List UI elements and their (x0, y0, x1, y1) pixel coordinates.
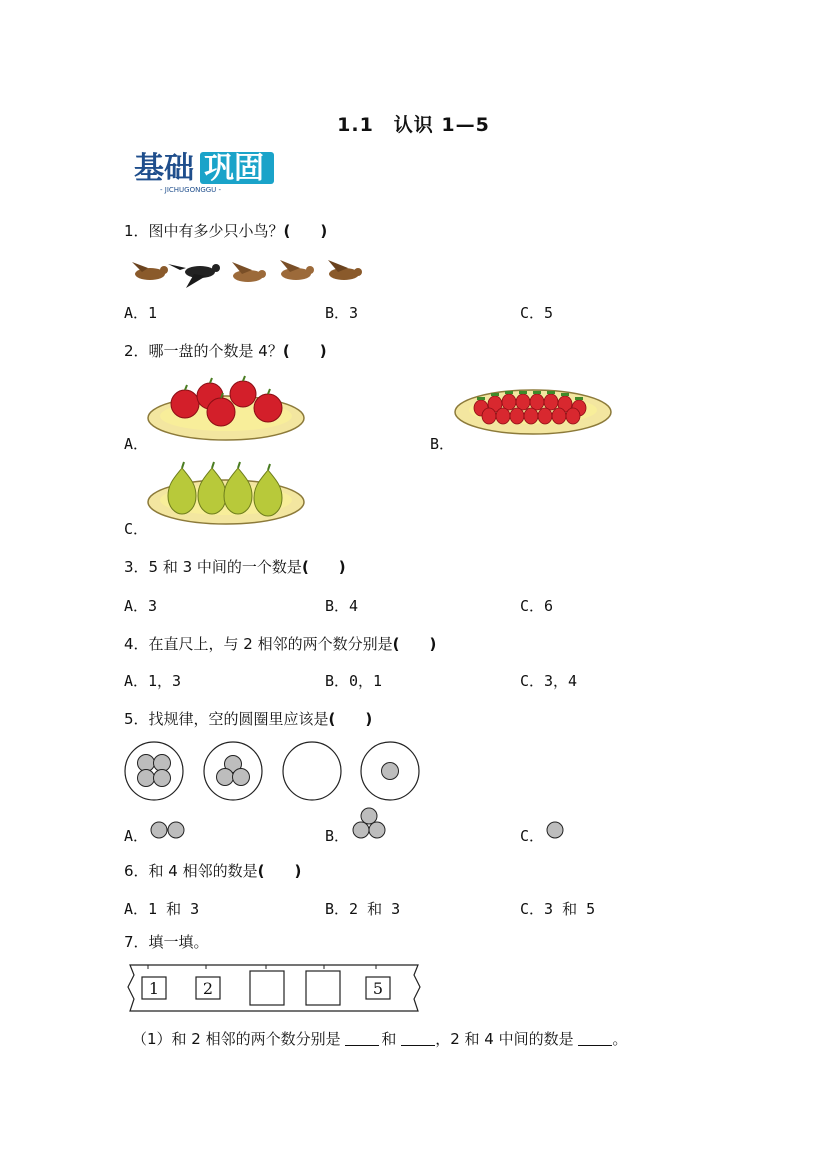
question-6-text: 6．和 4 相邻的数是 (124, 862, 258, 880)
section-logo-graphic (130, 148, 276, 194)
q4-option-b[interactable]: B．0，1 (325, 672, 383, 690)
q1-option-b[interactable]: B．3 (325, 304, 359, 322)
answer-paren[interactable]: ( ) (283, 222, 328, 240)
pear-icon (224, 468, 252, 514)
q7-subquestion-1 (132, 1028, 627, 1049)
strawberry-icon (516, 394, 530, 410)
question-3 (124, 556, 346, 577)
strawberry-icon (482, 408, 496, 424)
dot (233, 769, 250, 786)
pattern-circle-1 (361, 742, 419, 800)
question-2-text: 2．哪一盘的个数是 4？ (124, 342, 283, 360)
q7-sub1-mid: 和 (381, 1030, 402, 1048)
dot (151, 822, 167, 838)
pear-icon (254, 470, 282, 516)
strawberry-icon (524, 408, 538, 424)
bird-icon (168, 264, 220, 288)
pear-icon (168, 468, 196, 514)
ruler-number-2: 2 (202, 979, 214, 998)
bird-icon (328, 260, 362, 280)
q7-sub1-end: 。 (612, 1030, 628, 1048)
ruler-number-5: 5 (372, 979, 384, 998)
question-2 (124, 340, 327, 361)
q5-option-c-dots (546, 821, 566, 845)
dot (369, 822, 385, 838)
strawberry-icon (530, 394, 544, 410)
question-7: 7．填一填。 (124, 933, 209, 951)
bird-icon (132, 262, 168, 280)
pattern-circle-4 (125, 742, 183, 800)
question-5 (124, 708, 372, 729)
question-3-text: 3．5 和 3 中间的一个数是 (124, 558, 302, 576)
question-1 (124, 220, 327, 241)
apple-icon (254, 394, 282, 422)
q6-option-c[interactable]: C．3 和 5 (520, 900, 596, 918)
plate-apples-image (148, 374, 308, 448)
answer-blank-1[interactable] (345, 1031, 379, 1046)
q2-option-b[interactable]: B． (430, 435, 455, 453)
ruler-box-4 (306, 971, 340, 1005)
q1-option-a[interactable]: A．1 (124, 304, 158, 322)
ruler-number-1: 1 (148, 979, 160, 998)
q4-option-a[interactable]: A．1，3 (124, 672, 182, 690)
dot (382, 763, 399, 780)
dot (154, 755, 171, 772)
apple-icon (230, 381, 256, 407)
logo-text-part1: 基础 (134, 151, 194, 186)
ruler-box-3 (250, 971, 284, 1005)
dot (217, 769, 234, 786)
q3-option-c[interactable]: C．6 (520, 597, 554, 615)
q4-option-c[interactable]: C．3，4 (520, 672, 578, 690)
question-4-text: 4．在直尺上，与 2 相邻的两个数分别是 (124, 635, 393, 653)
dot (154, 770, 171, 787)
dot (168, 822, 184, 838)
section-logo (130, 148, 276, 194)
q2-option-c[interactable]: C． (124, 520, 149, 538)
question-4 (124, 633, 436, 654)
q2-option-a[interactable]: A． (124, 435, 149, 453)
birds-image (128, 254, 373, 298)
q3-option-b[interactable]: B．4 (325, 597, 359, 615)
ruler-strip (126, 963, 422, 1017)
strawberry-icon (544, 394, 558, 410)
answer-paren[interactable]: ( ) (328, 710, 373, 728)
dot (547, 822, 563, 838)
answer-paren[interactable]: ( ) (257, 862, 302, 880)
strawberry-icon (496, 408, 510, 424)
dot (138, 770, 155, 787)
pear-icon (198, 468, 226, 514)
q6-option-a[interactable]: A．1 和 3 (124, 900, 200, 918)
question-5-text: 5．找规律，空的圆圈里应该是 (124, 710, 329, 728)
answer-paren[interactable]: ( ) (282, 342, 327, 360)
question-6 (124, 860, 301, 881)
dot (353, 822, 369, 838)
strawberry-icon (510, 408, 524, 424)
q6-option-b[interactable]: B．2 和 3 (325, 900, 401, 918)
pattern-circle-empty[interactable] (283, 742, 341, 800)
strawberry-icon (552, 408, 566, 424)
dot (361, 808, 377, 824)
q1-option-c[interactable]: C．5 (520, 304, 554, 322)
dot (138, 755, 155, 772)
logo-text-part2: 巩固 (204, 151, 264, 186)
bird-icon (280, 260, 314, 280)
pattern-circle-3 (204, 742, 262, 800)
bird-icon (232, 262, 266, 282)
q5-option-c[interactable]: C． (520, 827, 545, 845)
q5-option-a-dots (150, 821, 188, 845)
question-1-text: 1．图中有多少只小鸟？ (124, 222, 284, 240)
q5-option-a[interactable]: A． (124, 827, 149, 845)
answer-paren[interactable]: ( ) (301, 558, 346, 576)
answer-blank-3[interactable] (578, 1031, 612, 1046)
answer-paren[interactable]: ( ) (392, 635, 437, 653)
page-title: 1.1 认识 1—5 (337, 114, 490, 136)
q5-option-b[interactable]: B． (325, 827, 350, 845)
q5-option-b-dots (351, 806, 389, 846)
plate-strawberries-image (455, 384, 615, 442)
answer-blank-2[interactable] (401, 1031, 435, 1046)
strawberry-icon (538, 408, 552, 424)
q7-sub1-sep: ，2 和 4 中间的数是 (435, 1030, 579, 1048)
strawberry-icon (502, 394, 516, 410)
circle-pattern (124, 740, 424, 806)
logo-subtext: - JICHUGONGGU - (160, 186, 222, 194)
plate-pears-image (148, 462, 308, 532)
q3-option-a[interactable]: A．3 (124, 597, 158, 615)
apple-icon (171, 390, 199, 418)
q7-sub1-prefix: （1）和 2 相邻的两个数分别是 (132, 1030, 346, 1048)
apple-icon (207, 398, 235, 426)
strawberry-icon (566, 408, 580, 424)
